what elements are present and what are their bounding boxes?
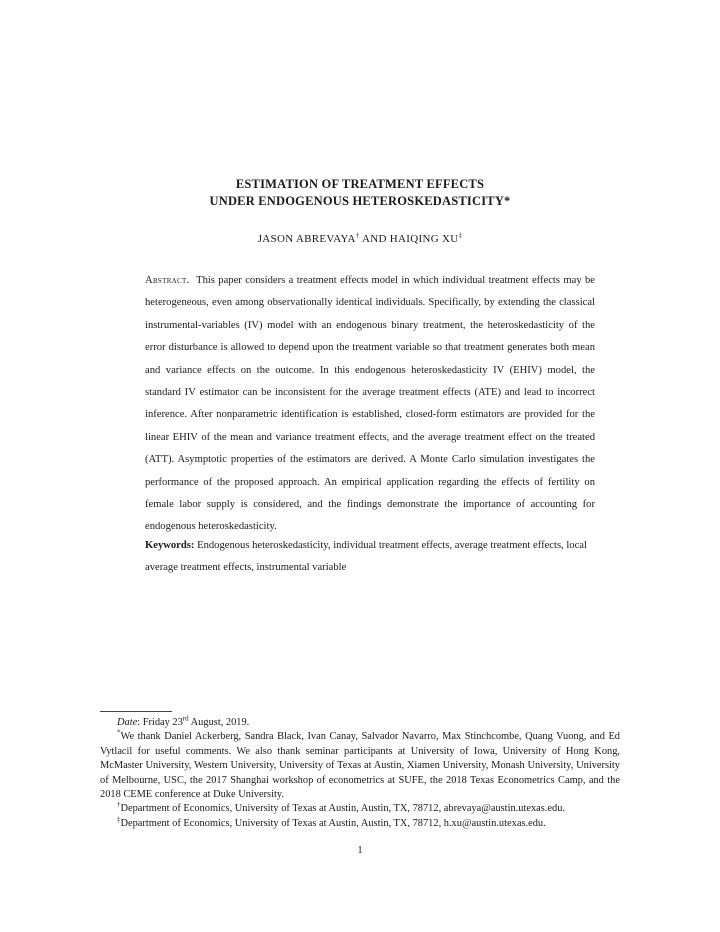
- abstract-text: This paper considers a treatment effects model in which individual treatment effects may be heterogeneous, even among observationally identical individuals. Specifically, by extending the classical instrumental-variables (IV) model with an endogenous binary treatment, the heteroskedasticity of the error disturbance is allowed to depend upon the treatment variable so that treatment generates both mean and variance effects on the outcome. In this endogenous heteroskedasticity IV (EHIV) model, the standard IV estimator can be inconsistent for the average treatment effects (ATE) and lead to incorrect inference. After nonparametric identification is established, closed-form estimators are provided for the linear EHIV of the mean and variance treatment effects, and the average treatment effect on the treated (ATT). Asymptotic properties of the estimators are derived. A Monte Carlo simulation investigates the performance of the proposed approach. An empirical application regarding the effects of fertility on female labor supply is considered, and the findings demonstrate the importance of accounting for endogenous heteroskedasticity.: [145, 275, 595, 533]
- author-line: [0, 233, 720, 245]
- footnote-thanks: [100, 730, 620, 802]
- abstract: [145, 270, 595, 539]
- date-prefix: : Friday 23: [137, 717, 183, 728]
- affil1-text: Department of Economics, University of Texas at Austin, Austin, TX, 78712, abrevaya@austin.utexas.edu.: [120, 803, 565, 815]
- author-xu: AND HAIQING XU: [359, 233, 459, 245]
- keywords: [145, 535, 595, 580]
- footnote-rule: [100, 711, 172, 712]
- affil1-mark: †: [117, 800, 121, 809]
- author-abrevaya: JASON ABREVAYA: [257, 233, 356, 245]
- abstract-label: Abstract.: [145, 275, 190, 286]
- footnote-date: [100, 716, 620, 730]
- keywords-label: Keywords:: [145, 540, 195, 551]
- date-ordinal: rd: [182, 714, 189, 723]
- keywords-text: Endogenous heteroskedasticity, individual treatment effects, average treatment effects, local average treatment effects, instrumental variable: [145, 540, 587, 574]
- date-label: Date: [117, 717, 138, 728]
- date-suffix: August, 2019.: [188, 717, 250, 728]
- title-line-1: ESTIMATION OF TREATMENT EFFECTS: [235, 177, 485, 191]
- dagger-mark: †: [355, 231, 360, 240]
- thanks-mark: *: [117, 728, 121, 737]
- paper-title: [0, 176, 720, 210]
- page-number: 1: [357, 845, 363, 856]
- footnotes: [100, 716, 620, 831]
- thanks-text: We thank Daniel Ackerberg, Sandra Black, Ivan Canay, Salvador Navarro, Max Stinchcombe, Quang Vuong, and Ed Vytlacil for useful comments. We also thank seminar participants at University of Iowa, University of Hong Kong, McMaster University, Western University, University of Texas at Austin, Xiamen University, Monash University, University of Melbourne, USC, the 2017 Shanghai workshop of econometrics at SUFE, the 2018 Texas Econometrics Camp, and the 2018 CEME conference at Duke University.: [100, 731, 620, 801]
- title-line-2: UNDER ENDOGENOUS HETEROSKEDASTICITY*: [209, 194, 511, 208]
- double-dagger-mark: ‡: [458, 231, 463, 240]
- affil2-text: Department of Economics, University of Texas at Austin, Austin, TX, 78712, h.xu@austin.utexas.edu.: [120, 817, 546, 829]
- footnote-affiliation-1: [100, 802, 620, 816]
- footnote-affiliation-2: [100, 817, 620, 831]
- affil2-mark: ‡: [117, 815, 121, 824]
